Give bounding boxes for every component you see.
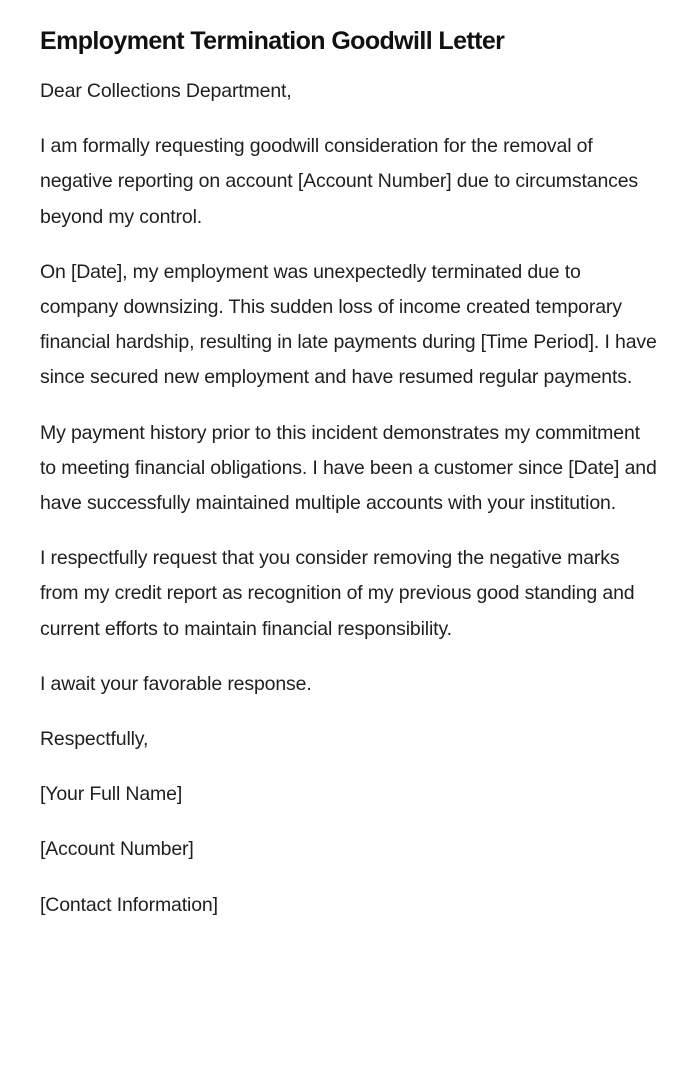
signer-contact-information: [Contact Information] bbox=[40, 893, 218, 916]
signer-account-number: [Account Number] bbox=[40, 838, 194, 861]
circumstances-paragraph: On [Date], my employment was unexpectedly terminated due to company downsizing. This sudden loss of income created temporary financial hardship, resulting in late payments during [Time Period]. I have since secured new employment and have resumed regular payments. bbox=[40, 260, 657, 389]
intro-paragraph: I am formally requesting goodwill consideration for the removal of negative reporting on account [Account Number] due to circumstances beyond my control. bbox=[40, 135, 639, 228]
history-paragraph: My payment history prior to this incident demonstrates my commitment to meeting financial obligations. I have been a customer since [Date] and have successfully maintained multiple accounts with your institution. bbox=[40, 421, 657, 515]
sign-off: Respectfully, bbox=[40, 728, 149, 751]
letter-title: Employment Termination Goodwill Letter bbox=[40, 27, 505, 55]
salutation: Dear Collections Department, bbox=[40, 80, 292, 102]
signer-name: [Your Full Name] bbox=[40, 783, 183, 806]
closing-line: I await your favorable response. bbox=[40, 672, 312, 695]
request-paragraph: I respectfully request that you consider removing the negative marks from my credit report as recognition of my previous good standing and current efforts to maintain financial responsibility. bbox=[40, 547, 635, 640]
